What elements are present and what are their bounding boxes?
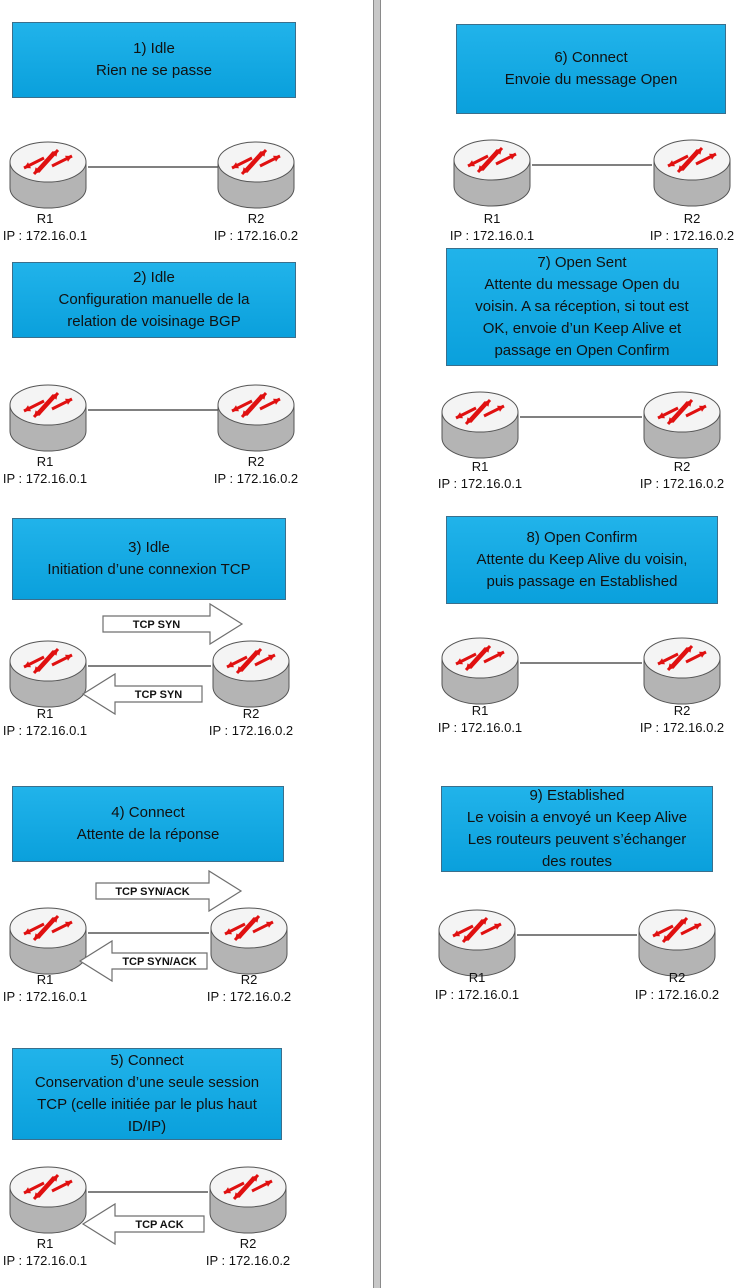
r1-name-label: R1 [36, 972, 54, 987]
tcp-message-arrow-4-1 [96, 871, 241, 911]
state-box-6 [456, 24, 726, 114]
router-r2-3 [213, 641, 289, 707]
r1-name-label: R1 [36, 454, 54, 469]
tcp-message-arrow-4-2-label: TCP SYN/ACK [122, 956, 197, 968]
state-title: 8) Open Confirm [526, 529, 638, 546]
r1-name-label: R1 [483, 211, 501, 226]
router-r2-8 [644, 638, 720, 704]
r2-ip-label: IP : 172.16.0.2 [205, 1253, 291, 1268]
r1-ip-label: IP : 172.16.0.1 [437, 476, 523, 491]
state-title: 1) Idle [133, 40, 175, 57]
r1-name-label: R1 [471, 459, 489, 474]
r1-name-label: R1 [36, 1236, 54, 1251]
r2-name-label: R2 [242, 706, 260, 721]
router-r2-7 [644, 392, 720, 458]
router-r2-4 [211, 908, 287, 974]
r2-name-label: R2 [673, 703, 691, 718]
r1-ip-label: IP : 172.16.0.1 [2, 471, 88, 486]
r2-name-label: R2 [247, 454, 265, 469]
r1-ip-label: IP : 172.16.0.1 [434, 987, 520, 1002]
state-title: 3) Idle [128, 539, 170, 556]
state-description: Initiation d’une connexion TCP [47, 561, 251, 578]
state-box-8 [446, 516, 718, 604]
state-box-7 [446, 248, 718, 366]
state-description: Configuration manuelle de la relation de voisinage BGP [58, 291, 250, 330]
r1-ip-label: IP : 172.16.0.1 [437, 720, 523, 735]
state-title: 9) Established [529, 787, 625, 804]
state-box-3 [12, 518, 286, 600]
state-box-5 [12, 1048, 282, 1140]
router-r2-5 [210, 1167, 286, 1233]
router-r1-3 [10, 641, 86, 707]
state-title: 5) Connect [110, 1052, 184, 1069]
r2-ip-label: IP : 172.16.0.2 [208, 723, 294, 738]
state-description: Conservation d’une seule session TCP (celle initiée par le plus haut ID/IP) [34, 1074, 260, 1135]
r2-name-label: R2 [239, 1236, 257, 1251]
r2-name-label: R2 [240, 972, 258, 987]
state-box-2 [12, 262, 296, 338]
state-description: Rien ne se passe [96, 62, 212, 79]
r1-ip-label: IP : 172.16.0.1 [2, 228, 88, 243]
router-r1-5 [10, 1167, 86, 1233]
router-r2-2 [218, 385, 294, 451]
r2-ip-label: IP : 172.16.0.2 [206, 989, 292, 1004]
state-description: Attente du Keep Alive du voisin, puis passage en Established [476, 551, 688, 590]
router-r1-1 [10, 142, 86, 208]
r1-name-label: R1 [36, 211, 54, 226]
r2-ip-label: IP : 172.16.0.2 [213, 228, 299, 243]
state-title: 6) Connect [554, 49, 628, 66]
r1-name-label: R1 [471, 703, 489, 718]
r2-name-label: R2 [247, 211, 265, 226]
router-r1-8 [442, 638, 518, 704]
router-r1-2 [10, 385, 86, 451]
tcp-message-arrow-3-1-label: TCP SYN [132, 619, 181, 631]
tcp-message-arrow-3-1 [103, 604, 242, 644]
router-r1-6 [454, 140, 530, 206]
r1-ip-label: IP : 172.16.0.1 [2, 1253, 88, 1268]
state-box-4 [12, 786, 284, 862]
r2-name-label: R2 [673, 459, 691, 474]
r1-ip-label: IP : 172.16.0.1 [2, 723, 88, 738]
router-r1-4 [10, 908, 86, 974]
state-title: 2) Idle [133, 269, 175, 286]
r2-ip-label: IP : 172.16.0.2 [213, 471, 299, 486]
tcp-message-arrow-3-2-label: TCP SYN [134, 689, 183, 701]
state-description: Le voisin a envoyé un Keep Alive Les routeurs peuvent s’échanger des routes [466, 809, 688, 870]
r2-ip-label: IP : 172.16.0.2 [639, 720, 725, 735]
state-title: 7) Open Sent [537, 254, 627, 271]
r2-ip-label: IP : 172.16.0.2 [639, 476, 725, 491]
r1-name-label: R1 [468, 970, 486, 985]
state-box-1 [12, 22, 296, 98]
r1-ip-label: IP : 172.16.0.1 [2, 989, 88, 1004]
r1-name-label: R1 [36, 706, 54, 721]
tcp-message-arrow-5-1-label: TCP ACK [135, 1219, 184, 1231]
router-r2-1 [218, 142, 294, 208]
r2-ip-label: IP : 172.16.0.2 [634, 987, 720, 1002]
state-title: 4) Connect [111, 804, 185, 821]
state-description: Attente du message Open du voisin. A sa réception, si tout est OK, envoie d’un Keep Alive et passage en Open Confirm [475, 276, 689, 359]
router-r1-9 [439, 910, 515, 976]
r2-name-label: R2 [683, 211, 701, 226]
r1-ip-label: IP : 172.16.0.1 [449, 228, 535, 243]
state-box-9 [441, 786, 713, 872]
tcp-message-arrow-4-1-label: TCP SYN/ACK [115, 886, 190, 898]
router-r1-7 [442, 392, 518, 458]
state-description: Attente de la réponse [76, 826, 220, 843]
r2-name-label: R2 [668, 970, 686, 985]
router-r2-9 [639, 910, 715, 976]
r2-ip-label: IP : 172.16.0.2 [649, 228, 735, 243]
state-description: Envoie du message Open [504, 71, 678, 88]
router-r2-6 [654, 140, 730, 206]
